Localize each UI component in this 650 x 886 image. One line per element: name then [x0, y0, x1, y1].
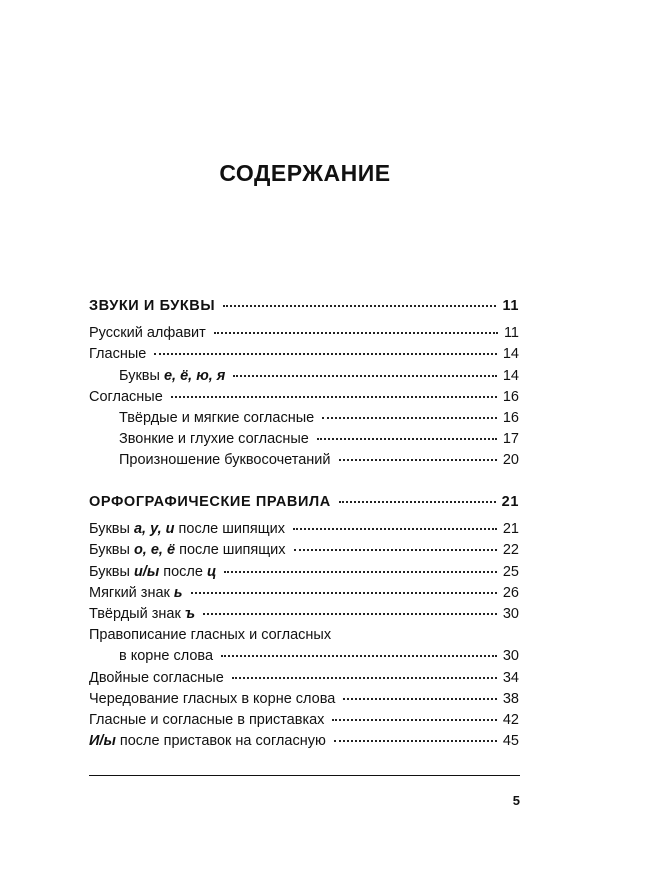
toc-entry-text: Буквы: [89, 542, 134, 559]
toc-entry-title: [89, 670, 224, 686]
toc-entry-text: Гласные и согласные в приставках: [89, 711, 325, 728]
toc-entry-letters: ъ: [184, 605, 196, 622]
dot-leader: [339, 501, 496, 503]
toc-entry-letters: е, ё, ю, я: [163, 367, 226, 384]
toc-entry-title: ОРФОГРАФИЧЕСКИЕ ПРАВИЛА: [89, 494, 331, 510]
dot-leader: [214, 332, 498, 334]
toc-page-number: 30: [502, 605, 519, 622]
toc-entry-title: [89, 627, 331, 643]
dot-leader: [343, 698, 497, 700]
toc-entry: [89, 606, 519, 627]
toc-entry-text: Согласные: [89, 388, 163, 405]
dot-leader: [154, 353, 497, 355]
toc-entry-letters: ц: [206, 563, 217, 580]
toc-page-number: 34: [502, 669, 519, 686]
toc-entry-title: [89, 346, 146, 362]
toc-page-number: 26: [502, 584, 519, 601]
toc-entry-title: [119, 368, 225, 384]
toc-entry-text: Мягкий знак: [89, 584, 174, 601]
dot-leader: [317, 438, 497, 440]
toc-entry-text: после шипящих: [175, 542, 286, 559]
toc-page-number: 14: [502, 346, 519, 363]
toc-page-number: 21: [501, 494, 519, 510]
dot-leader: [293, 528, 497, 530]
toc-page-number: 30: [502, 648, 519, 665]
toc-entry: [89, 585, 519, 606]
toc-entry-text: Гласные: [89, 346, 147, 363]
toc-entry-title: ЗВУКИ И БУКВЫ: [89, 298, 216, 314]
page-number: 5: [512, 793, 520, 808]
toc-entry-letters: о, е, ё: [133, 542, 176, 559]
toc-entry: [89, 452, 519, 473]
toc-entry-title: [89, 325, 206, 341]
toc-section-heading: [89, 494, 519, 515]
toc-entry-text: Двойные согласные: [89, 669, 224, 686]
toc-entry-text: после шипящих: [174, 521, 285, 538]
toc-entry: [89, 733, 519, 754]
toc-entry-title: [89, 521, 285, 537]
toc-entry-title: [119, 410, 314, 426]
dot-leader: [223, 305, 496, 307]
toc-page-number: 16: [502, 388, 519, 405]
toc-entry-title: [89, 542, 286, 558]
toc-entry: [89, 368, 519, 389]
dot-leader: [294, 549, 497, 551]
toc-page-number: 20: [502, 452, 519, 469]
dot-leader: [224, 571, 497, 573]
dot-leader: [233, 375, 497, 377]
toc-section-spelling: [89, 494, 519, 754]
dot-leader: [171, 396, 497, 398]
dot-leader: [322, 417, 497, 419]
toc-entry-letters: а, у, и: [133, 521, 175, 538]
toc-page-number: 45: [502, 733, 519, 750]
toc-entry-text: Звонкие и глухие согласные: [119, 431, 309, 448]
toc-entry: [89, 564, 519, 585]
toc-entry-title: [119, 648, 213, 664]
dot-leader: [221, 655, 497, 657]
footer-rule: [89, 775, 520, 776]
toc-entry-title: [89, 389, 163, 405]
toc-entry-text: Правописание гласных и согласных: [89, 627, 332, 644]
toc-entry-title: [89, 606, 195, 622]
toc-entry-letters: и/ы: [133, 563, 160, 580]
toc-entry-letters: И/ы: [89, 733, 116, 750]
toc-entry-text: в корне слова: [119, 648, 214, 665]
dot-leader: [203, 613, 497, 615]
toc-entry-text: после: [159, 563, 207, 580]
toc-page-number: 38: [502, 690, 519, 707]
toc-entry: [89, 712, 519, 733]
toc-entry-title: [119, 431, 309, 447]
toc-entry-title: [89, 733, 326, 749]
toc-entry-text: Твёрдые и мягкие согласные: [119, 409, 315, 426]
toc-entry-letters: ь: [173, 584, 183, 601]
toc-page-number: 16: [502, 409, 519, 426]
toc-entry-title: [89, 712, 324, 728]
toc-entry: [89, 691, 519, 712]
toc-entry: [89, 670, 519, 691]
toc-entry-title: [89, 564, 216, 580]
toc-page-number: 17: [502, 431, 519, 448]
page-title: СОДЕРЖАНИЕ: [219, 160, 391, 186]
toc-page-number: 14: [502, 367, 519, 384]
toc-page-number: 42: [502, 711, 519, 728]
toc-entry: [89, 542, 519, 563]
toc-entry: [89, 325, 519, 346]
toc-section-heading: [89, 298, 519, 319]
toc-entry-text: Чередование гласных в корне слова: [89, 690, 336, 707]
toc-entry-text: после приставок на согласную: [115, 733, 326, 750]
dot-leader: [332, 719, 496, 721]
toc-entry: [89, 521, 519, 542]
toc-entry: [89, 346, 519, 367]
dot-leader: [334, 740, 497, 742]
toc-page-number: 25: [502, 563, 519, 580]
toc-entry-text: Произношение буквосочетаний: [119, 452, 331, 469]
toc-entry: [89, 410, 519, 431]
toc-section-sounds: [89, 298, 519, 474]
toc-entry-text: Буквы: [89, 563, 134, 580]
toc-entry: [89, 431, 519, 452]
toc-entry-title: [119, 452, 331, 468]
dot-leader: [339, 459, 497, 461]
toc-entry: [89, 389, 519, 410]
toc-entry-text: Твёрдый знак: [89, 605, 185, 622]
toc-page-number: 21: [502, 521, 519, 538]
toc-entry-title: [89, 691, 335, 707]
dot-leader: [191, 592, 497, 594]
toc-entry-text: Буквы: [119, 367, 164, 384]
toc-entry: [89, 627, 519, 648]
toc-page-number: 11: [503, 325, 519, 342]
toc-entry-text: Русский алфавит: [89, 325, 206, 342]
toc-entry-text: Буквы: [89, 521, 134, 538]
toc-entry: [89, 648, 519, 669]
toc-entry-title: [89, 585, 183, 601]
toc-page-number: 22: [502, 542, 519, 559]
dot-leader: [232, 677, 497, 679]
toc-page-number: 11: [502, 298, 519, 314]
